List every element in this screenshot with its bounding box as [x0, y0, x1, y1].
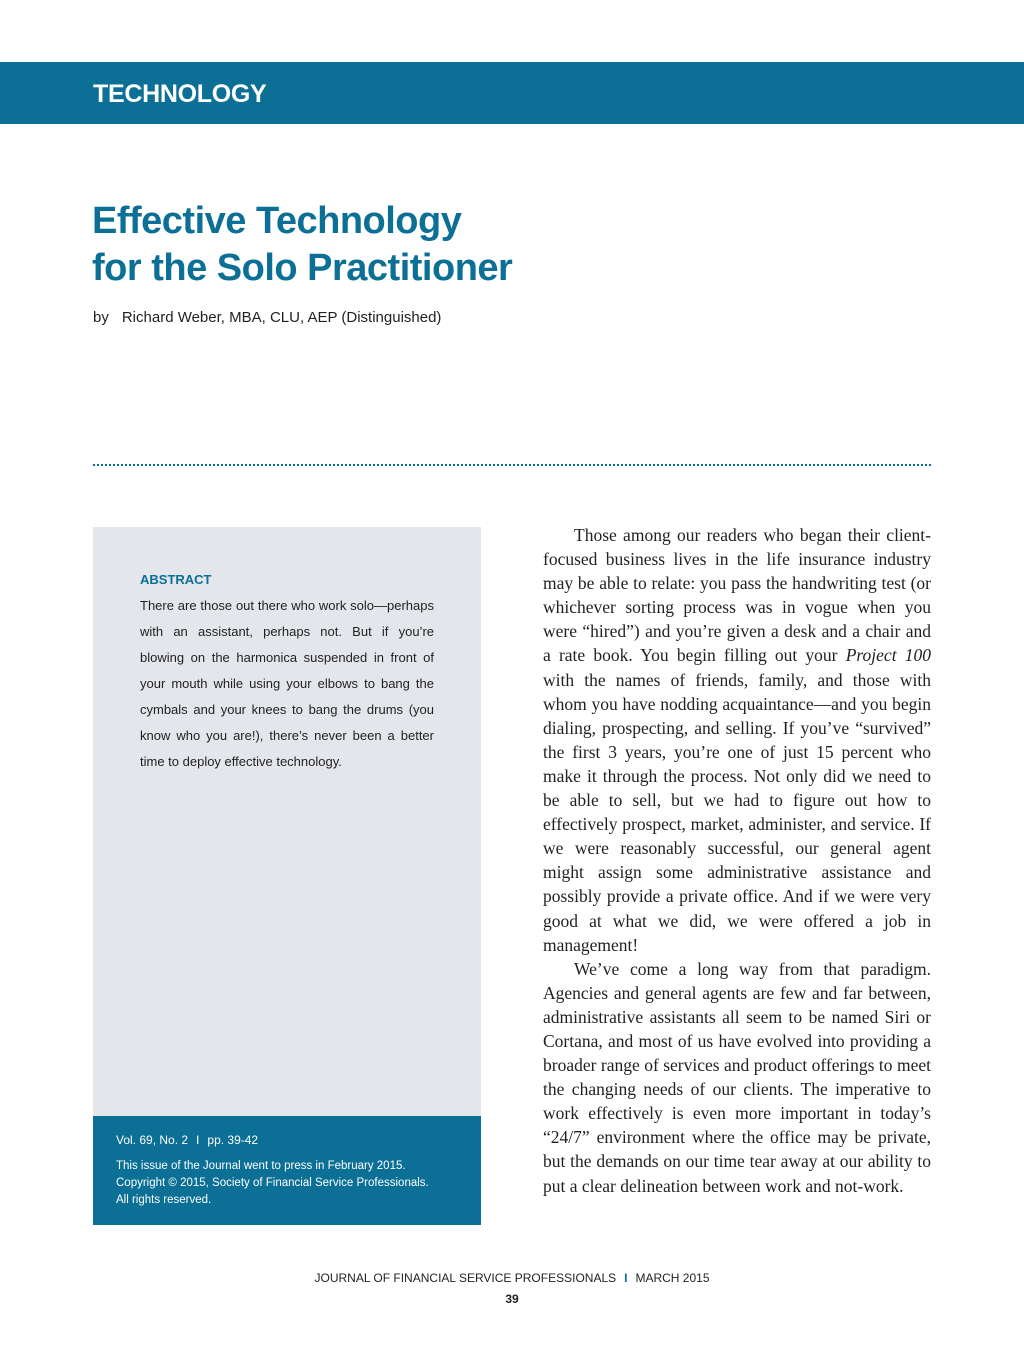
issue-volume: Vol. 69, No. 2	[116, 1133, 189, 1147]
article-title-line-1: Effective Technology	[92, 200, 462, 242]
article-title-line-2: for the Solo Practitioner	[92, 247, 513, 289]
issue-note	[116, 1158, 476, 1209]
author-name: Richard Weber, MBA, CLU, AEP (Distinguished)	[121, 309, 442, 326]
body-paragraph	[543, 523, 931, 957]
page-footer	[0, 1270, 1024, 1286]
dotted-divider	[93, 464, 931, 466]
rights-note: All rights reserved.	[116, 1194, 212, 1206]
issue-separator: I	[196, 1133, 200, 1147]
article-body	[543, 523, 931, 1198]
article-title	[92, 198, 792, 292]
issue-volume-line	[116, 1132, 258, 1149]
abstract-heading: ABSTRACT	[140, 572, 212, 587]
abstract-text: There are those out there who work solo—perhaps with an assistant, perhaps not. But if you’re blowing on the harmonica suspended in front of your mouth while using your elbows to bang the cymbals and your knees to bang the drums (you know who you are!), there’s never been a better time to deploy effective technology.	[140, 598, 434, 769]
footer-separator: I	[624, 1271, 628, 1285]
byline-prefix: by	[93, 309, 109, 326]
byline	[93, 308, 441, 328]
page-number: 39	[505, 1292, 519, 1306]
journal-name: JOURNAL OF FINANCIAL SERVICE PROFESSIONALS	[314, 1271, 617, 1285]
copyright-note: Copyright © 2015, Society of Financial Service Professionals.	[116, 1177, 429, 1189]
issue-date: MARCH 2015	[635, 1271, 710, 1285]
body-text: Those among our readers who began their client-focused business lives in the life insurance industry may be able to relate: you pass the handwriting test (or whichever sorting process was in vogue when you were “hired”) and you’re given a desk and a chair and a rate book. You begin filling out your	[543, 525, 931, 666]
section-label: TECHNOLOGY	[93, 80, 267, 108]
body-paragraph: We’ve come a long way from that paradigm. Agencies and general agents are few and far between, administrative assistants all seem to be named Siri or Cortana, and most of us have evolved into providing a broader range of services and product offerings to meet the changing needs of our clients. The imperative to work effectively is even more important in today’s “24/7” environment where the office may be private, but the demands on our time tear away at our ability to put a clear delineation between work and not-work.	[543, 958, 931, 1196]
issue-pages: pp. 39-42	[207, 1133, 259, 1147]
project-100-title: Project 100	[845, 645, 931, 666]
press-note: This issue of the Journal went to press in February 2015.	[116, 1160, 406, 1172]
body-text: with the names of friends, family, and those with whom you have nodding acquaintance—and you begin dialing, prospecting, and selling. If you’ve “survived” the first 3 years, you’re one of just 15 percent who make it through the process. Not only did we need to be able to sell, but we had to figure out how to effectively prospect, market, administer, and service. If we were reasonably successful, our general agent might assign some administrative assistance and possibly provide a private office. And if we were very good at what we did, we were offered a job in management!	[543, 669, 931, 955]
